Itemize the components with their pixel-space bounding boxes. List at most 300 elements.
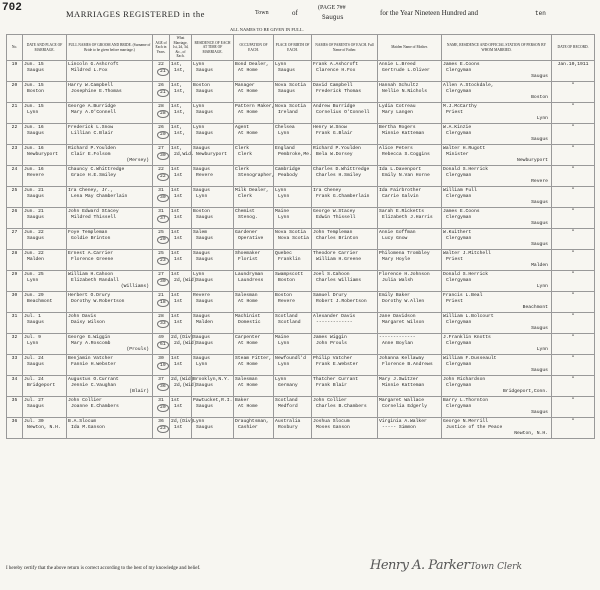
table-cell (67, 187, 153, 208)
groom-name: Augustus O.Currant (68, 377, 119, 382)
table-cell (23, 103, 67, 124)
bride-marriage-order: 1st (174, 425, 183, 430)
table-cell (234, 229, 274, 250)
bride-name: Grace H.E.Smiley (71, 173, 117, 178)
groom-name: Frederick L.Snow (68, 125, 114, 130)
table-cell (234, 355, 274, 376)
groom-father: Charles D.Whittredge (313, 167, 370, 172)
groom-residence: Pawtucket,R.I. (193, 398, 233, 403)
year-suffix: ten (535, 10, 546, 17)
marriage-place: Newton, N.H. (27, 425, 61, 430)
col-header: NAME, RESIDENCE AND OFFICIAL STATION OF PERSON BY WHOM MARRIED. (442, 35, 552, 61)
bride-marriage-order: 1st, (174, 68, 186, 73)
table-cell (153, 145, 170, 166)
bride-age: 30 (154, 152, 168, 160)
bride-birthplace: Pembroke,Me. (278, 152, 312, 157)
bride-residence: Saugus (196, 89, 213, 94)
table-cell (170, 271, 197, 292)
table-cell (312, 124, 378, 145)
table-cell (7, 145, 23, 166)
groom-father: Henry W.Snow (313, 125, 347, 130)
bride-occupation: At Home (238, 68, 258, 73)
groom-marriage-order: 1st (171, 230, 180, 235)
groom-name: John Collier (68, 398, 102, 403)
table-cell (312, 103, 378, 124)
bride-mother: Minnie Katteman (382, 383, 425, 388)
bride-age: 33 (154, 320, 168, 328)
record-date: " (571, 104, 575, 109)
register-subtitle: ALL NAMES TO BE GIVEN IN FULL. (230, 27, 304, 32)
marriage-place: Lynn (27, 341, 39, 346)
officiant-name: William L.Bolcourt (443, 314, 494, 319)
marriage-date: Jul. 9 (24, 335, 41, 340)
bride-marriage-order: 2d,Wid. (174, 152, 194, 157)
bride-marriage-order: 2d,(Wid) (174, 341, 197, 346)
table-cell (442, 208, 552, 229)
officiant-title: Clergyman (446, 341, 472, 346)
table-cell (153, 334, 170, 355)
bride-father: ------------- (316, 320, 353, 325)
groom-father: Theodore Carrier (313, 251, 359, 256)
marriage-place: Bridgeport (27, 383, 56, 388)
bride-name: Dorothy W.Robertson (71, 299, 125, 304)
bride-father: Clarence H.Fox (316, 68, 356, 73)
table-cell (23, 229, 67, 250)
groom-mother: Bertha Rogers (379, 125, 416, 130)
table-cell (234, 124, 274, 145)
table-cell (192, 397, 234, 418)
bride-occupation: Clerk (238, 152, 253, 157)
groom-birthplace: Nova Scotia (275, 104, 306, 109)
marriage-place: Beachmont (27, 299, 53, 304)
bride-name: Lena May Chamberlain (71, 194, 128, 199)
col-header: PLACE OF BIRTH OF EACH. (274, 35, 312, 61)
table-row (7, 187, 595, 208)
bride-father: Cornelius O'Connell (316, 110, 370, 115)
bride-mother: Dorothy W.Allen (382, 299, 425, 304)
groom-birthplace: Chelsea (275, 125, 295, 130)
bride-father: Frank Blair (316, 383, 347, 388)
table-row (7, 124, 595, 145)
bride-father: Charles H.Smiley (316, 173, 362, 178)
table-cell (192, 376, 234, 397)
groom-residence: Brooklyn,N.Y. (193, 377, 230, 382)
bride-residence: Saugus (196, 215, 213, 220)
groom-father: Thatcher Currant (313, 377, 359, 382)
table-cell (170, 166, 192, 187)
groom-birthplace: Cambridge (275, 167, 301, 172)
table-cell (234, 103, 274, 124)
groom-occupation: Bond Dealer, (235, 62, 269, 67)
table-cell (274, 292, 312, 313)
bride-age: 36 (154, 383, 168, 391)
col-header: What Marriage, 1st, 2d, 3d, &c., of Each. (170, 35, 192, 61)
table-cell (170, 61, 192, 82)
groom-name: Ira Cheney, Jr., (68, 188, 114, 193)
bride-occupation: At Home (238, 89, 258, 94)
bride-name: Mildred Thissell (71, 215, 117, 220)
table-cell (7, 187, 23, 208)
marriage-date: Jul. 1 (24, 314, 41, 319)
bride-marriage-order: 1st (174, 215, 183, 220)
table-cell (192, 355, 234, 376)
table-cell (23, 397, 67, 418)
table-cell (23, 250, 67, 271)
record-date: " (571, 293, 575, 298)
bride-age: 18 (154, 299, 168, 307)
groom-father: Andrew Burridge (313, 104, 356, 109)
table-cell (234, 313, 274, 334)
table-cell (312, 229, 378, 250)
table-cell (378, 145, 442, 166)
bride-father: Frank E.Webster (316, 362, 359, 367)
table-cell (312, 418, 378, 439)
table-cell (192, 271, 234, 292)
table-cell (552, 271, 595, 292)
officiant-residence: Boston (531, 95, 548, 100)
groom-name: Lincoln G.Ashcroft (68, 62, 119, 67)
groom-marriage-order: 1st, (171, 104, 183, 109)
groom-birthplace: Nova Scotia (275, 230, 306, 235)
table-row (7, 103, 595, 124)
bride-occupation: Clerk (238, 194, 253, 199)
bride-residence: Lynn (196, 362, 208, 367)
col-header: NAMES OF PARENTS OF EACH. Full Name of Father. (312, 35, 378, 61)
bride-residence: Saugus (196, 299, 213, 304)
bride-age: 19 (154, 362, 168, 370)
officiant-title: Clergyman (446, 89, 472, 94)
table-cell (192, 418, 234, 439)
town-name: Saugus (322, 14, 344, 21)
groom-residence: Lynn (193, 62, 205, 67)
groom-age: 25 (158, 251, 164, 256)
marriage-date: Jun. 22 (24, 230, 44, 235)
record-date: " (571, 377, 575, 382)
table-cell (312, 355, 378, 376)
table-cell (234, 61, 274, 82)
table-cell (312, 250, 378, 271)
record-date: " (571, 251, 575, 256)
table-cell (234, 145, 274, 166)
officiant-name: Donald S.Herrick (443, 167, 489, 172)
marriage-date: Jun. 22 (24, 251, 44, 256)
table-cell (312, 292, 378, 313)
groom-occupation: Salesman (235, 377, 258, 382)
table-cell (274, 145, 312, 166)
bride-father: Charles Brinton (316, 236, 359, 241)
table-cell (442, 61, 552, 82)
table-cell (312, 145, 378, 166)
groom-occupation: Laundryman (235, 272, 264, 277)
table-cell (442, 103, 552, 124)
record-date: " (571, 335, 575, 340)
table-cell (153, 61, 170, 82)
table-cell (170, 187, 192, 208)
bride-residence: Saugus (196, 404, 213, 409)
table-cell (442, 334, 552, 355)
bride-age: 23 (154, 257, 168, 265)
table-cell (312, 208, 378, 229)
groom-mother: Ida Fairbrother (379, 188, 422, 193)
groom-birthplace: England (275, 146, 295, 151)
entry-number: 23 (11, 146, 18, 151)
marriage-place: Malden (27, 257, 44, 262)
groom-father: James Wiggin (313, 335, 347, 340)
bride-father: Moses Ganson (316, 425, 350, 430)
bride-marriage-order: 1st (174, 257, 183, 262)
bride-father: Bela W.Dorsey (316, 152, 353, 157)
table-cell (312, 166, 378, 187)
table-cell (312, 334, 378, 355)
table-cell (378, 250, 442, 271)
table-cell (67, 376, 153, 397)
table-cell (23, 355, 67, 376)
bride-age: 22 (154, 173, 168, 181)
table-cell (23, 418, 67, 439)
officiant-name: Francis L.Beal (443, 293, 483, 298)
table-cell (192, 187, 234, 208)
table-cell (378, 418, 442, 439)
table-cell (312, 271, 378, 292)
groom-name: B.A.Slocum (68, 419, 97, 424)
table-cell (312, 82, 378, 103)
table-row (7, 82, 595, 103)
table-cell (170, 103, 192, 124)
officiant-name: W.A.Kinzie (443, 125, 472, 130)
groom-residence: Boston (193, 209, 210, 214)
bride-occupation: Cashier (238, 425, 258, 430)
table-cell (153, 124, 170, 145)
groom-birthplace: Boston (275, 293, 292, 298)
groom-age: 28 (158, 314, 164, 319)
table-row (7, 229, 595, 250)
table-cell (378, 61, 442, 82)
table-cell (67, 397, 153, 418)
groom-birthplace: Quebec (275, 251, 292, 256)
bride-age: 20 (154, 131, 168, 139)
bride-marriage-order: 1st, (174, 110, 186, 115)
table-cell (23, 334, 67, 355)
groom-name: Chauncy C.Whittredge (68, 167, 125, 172)
bride-father: Charles B.Chambers (316, 404, 367, 409)
col-header: OCCUPATION OF EACH. (234, 35, 274, 61)
bride-birthplace: Germany (278, 383, 298, 388)
table-cell (552, 124, 595, 145)
table-cell (67, 145, 153, 166)
officiant-title: Clergyman (446, 404, 472, 409)
entry-number: 27 (11, 230, 18, 235)
groom-father: Frank A.Ashcroft (313, 62, 359, 67)
groom-mother: Annie Goffman (379, 230, 416, 235)
col-header: AGE of Each in Years. (153, 35, 170, 61)
groom-father: Ira Cheney (313, 188, 342, 193)
bride-mother: ----- Simmon (382, 425, 416, 430)
table-cell (378, 397, 442, 418)
entry-number: 20 (11, 83, 18, 88)
table-cell (170, 355, 192, 376)
bride-occupation: At Home (238, 383, 258, 388)
table-row (7, 61, 595, 82)
groom-mother: Hannah Schultz (379, 83, 419, 88)
table-cell (442, 376, 552, 397)
groom-residence: Boston (193, 83, 210, 88)
bride-residence: Saugus (196, 425, 213, 430)
bride-occupation: Operative (238, 236, 264, 241)
bride-age: 23 (154, 425, 168, 433)
bride-birthplace: Saugus (278, 68, 295, 73)
bride-mother: Minnie Katteman (382, 131, 425, 136)
bride-residence: Revere (196, 173, 213, 178)
groom-residence: Saugus (193, 356, 210, 361)
groom-residence: Saugus (193, 146, 210, 151)
groom-occupation: Shoemaker (235, 251, 261, 256)
table-cell (442, 229, 552, 250)
record-date: " (571, 209, 575, 214)
marriage-place: Saugus (27, 68, 44, 73)
table-cell (153, 292, 170, 313)
header-row (7, 35, 595, 61)
bride-name: Lillian C.Blair (71, 131, 114, 136)
register-body (7, 61, 595, 439)
bride-birthplace: Lynn (278, 215, 290, 220)
table-cell (234, 166, 274, 187)
groom-birthplace: Maine (275, 335, 290, 340)
record-date: " (571, 272, 575, 277)
col-header: No. (7, 35, 23, 61)
table-cell (23, 271, 67, 292)
bride-birthplace: Lynn (278, 362, 290, 367)
entry-number: 29 (11, 272, 18, 277)
record-date: " (571, 146, 575, 151)
bride-father: Frank G.Chamberlain (316, 194, 370, 199)
groom-father: Alexander Davis (313, 314, 356, 319)
groom-mother: Margaret Wallace (379, 398, 425, 403)
officiant-residence: Saugus (531, 368, 548, 373)
groom-mother: Ida L.Davenport (379, 167, 422, 172)
marriage-place: Saugus (27, 215, 44, 220)
table-cell (7, 334, 23, 355)
bride-name: Elizabeth Randall (71, 278, 119, 283)
groom-mother: Mary J.Switzer (379, 377, 419, 382)
table-cell (23, 187, 67, 208)
marriage-date: Jul. 27 (24, 398, 44, 403)
officiant-name: Walter J.Mitchell (443, 251, 491, 256)
year-text: for the Year Nineteen Hundred and (380, 9, 478, 17)
table-cell (7, 397, 23, 418)
bride-father: Charles Williams (316, 278, 362, 283)
table-cell (378, 376, 442, 397)
entry-number: 36 (11, 419, 18, 424)
table-cell (67, 61, 153, 82)
table-cell (274, 376, 312, 397)
groom-name: William H.Cahoon (68, 272, 114, 277)
groom-occupation: Baker (235, 398, 250, 403)
table-cell (153, 355, 170, 376)
entry-number: 35 (11, 398, 18, 403)
table-row (7, 166, 595, 187)
marriage-date: Jun. 16 (24, 125, 44, 130)
groom-name: John Davis (68, 314, 97, 319)
officiant-name: George N.Merrill (443, 419, 489, 424)
groom-birthplace: Lynn (275, 188, 287, 193)
table-cell (552, 250, 595, 271)
table-cell (7, 292, 23, 313)
table-cell (552, 166, 595, 187)
table-row (7, 271, 595, 292)
record-date: " (571, 314, 575, 319)
groom-occupation: Clerk (235, 167, 250, 172)
groom-occupation: Milk Dealer, (235, 188, 269, 193)
officiant-name: W.Kuithert (443, 230, 472, 235)
groom-father: Joshua Slocum (313, 419, 350, 424)
table-cell (442, 145, 552, 166)
table-cell (170, 397, 192, 418)
table-cell (378, 124, 442, 145)
bride-occupation: At Home (238, 131, 258, 136)
bride-occupation: Stenog. (238, 215, 258, 220)
record-date: " (571, 230, 575, 235)
table-cell (378, 271, 442, 292)
register-title: MARRIAGES REGISTERED in the (66, 9, 205, 19)
groom-birthplace: Maine (275, 209, 290, 214)
table-cell (23, 208, 67, 229)
groom-marriage-order: 1st, (171, 83, 183, 88)
table-cell (67, 334, 153, 355)
table-cell (552, 355, 595, 376)
table-cell (274, 250, 312, 271)
officiant-title: Clergyman (446, 320, 472, 325)
table-cell (442, 166, 552, 187)
bride-mother: Florence B.Andrews (382, 362, 433, 367)
bride-occupation: At Home (238, 341, 258, 346)
table-cell (192, 124, 234, 145)
marriage-date: Jun. 25 (24, 272, 44, 277)
table-cell (234, 418, 274, 439)
groom-father: John Collier (313, 398, 347, 403)
table-cell (378, 334, 442, 355)
table-cell (23, 376, 67, 397)
groom-birthplace: Swampscott (275, 272, 304, 277)
table-cell (312, 397, 378, 418)
table-row (7, 292, 595, 313)
officiant-residence: Saugus (531, 410, 548, 415)
table-cell (234, 250, 274, 271)
table-cell (192, 334, 234, 355)
groom-residence: Salem (193, 230, 208, 235)
table-cell (234, 376, 274, 397)
marriage-place: Lynn (27, 110, 39, 115)
groom-residence: Revere (193, 293, 210, 298)
marriage-date: Jun. 16 (24, 146, 44, 151)
table-cell (192, 166, 234, 187)
groom-name: Foye Templeman (68, 230, 108, 235)
officiant-title: Clergyman (446, 131, 472, 136)
table-cell (7, 61, 23, 82)
table-cell (170, 292, 192, 313)
entry-number: 24 (11, 167, 18, 172)
table-cell (274, 124, 312, 145)
table-cell (153, 376, 170, 397)
table-cell (552, 145, 595, 166)
table-cell (192, 292, 234, 313)
bride-occupation: At Home (238, 110, 258, 115)
table-cell (274, 166, 312, 187)
town-label: Town (255, 10, 269, 16)
bride-marriage-order: 1st (174, 362, 183, 367)
groom-marriage-order: 1st, (171, 146, 183, 151)
record-date: " (571, 83, 575, 88)
bride-name: Mary A.Roscomb (71, 341, 111, 346)
